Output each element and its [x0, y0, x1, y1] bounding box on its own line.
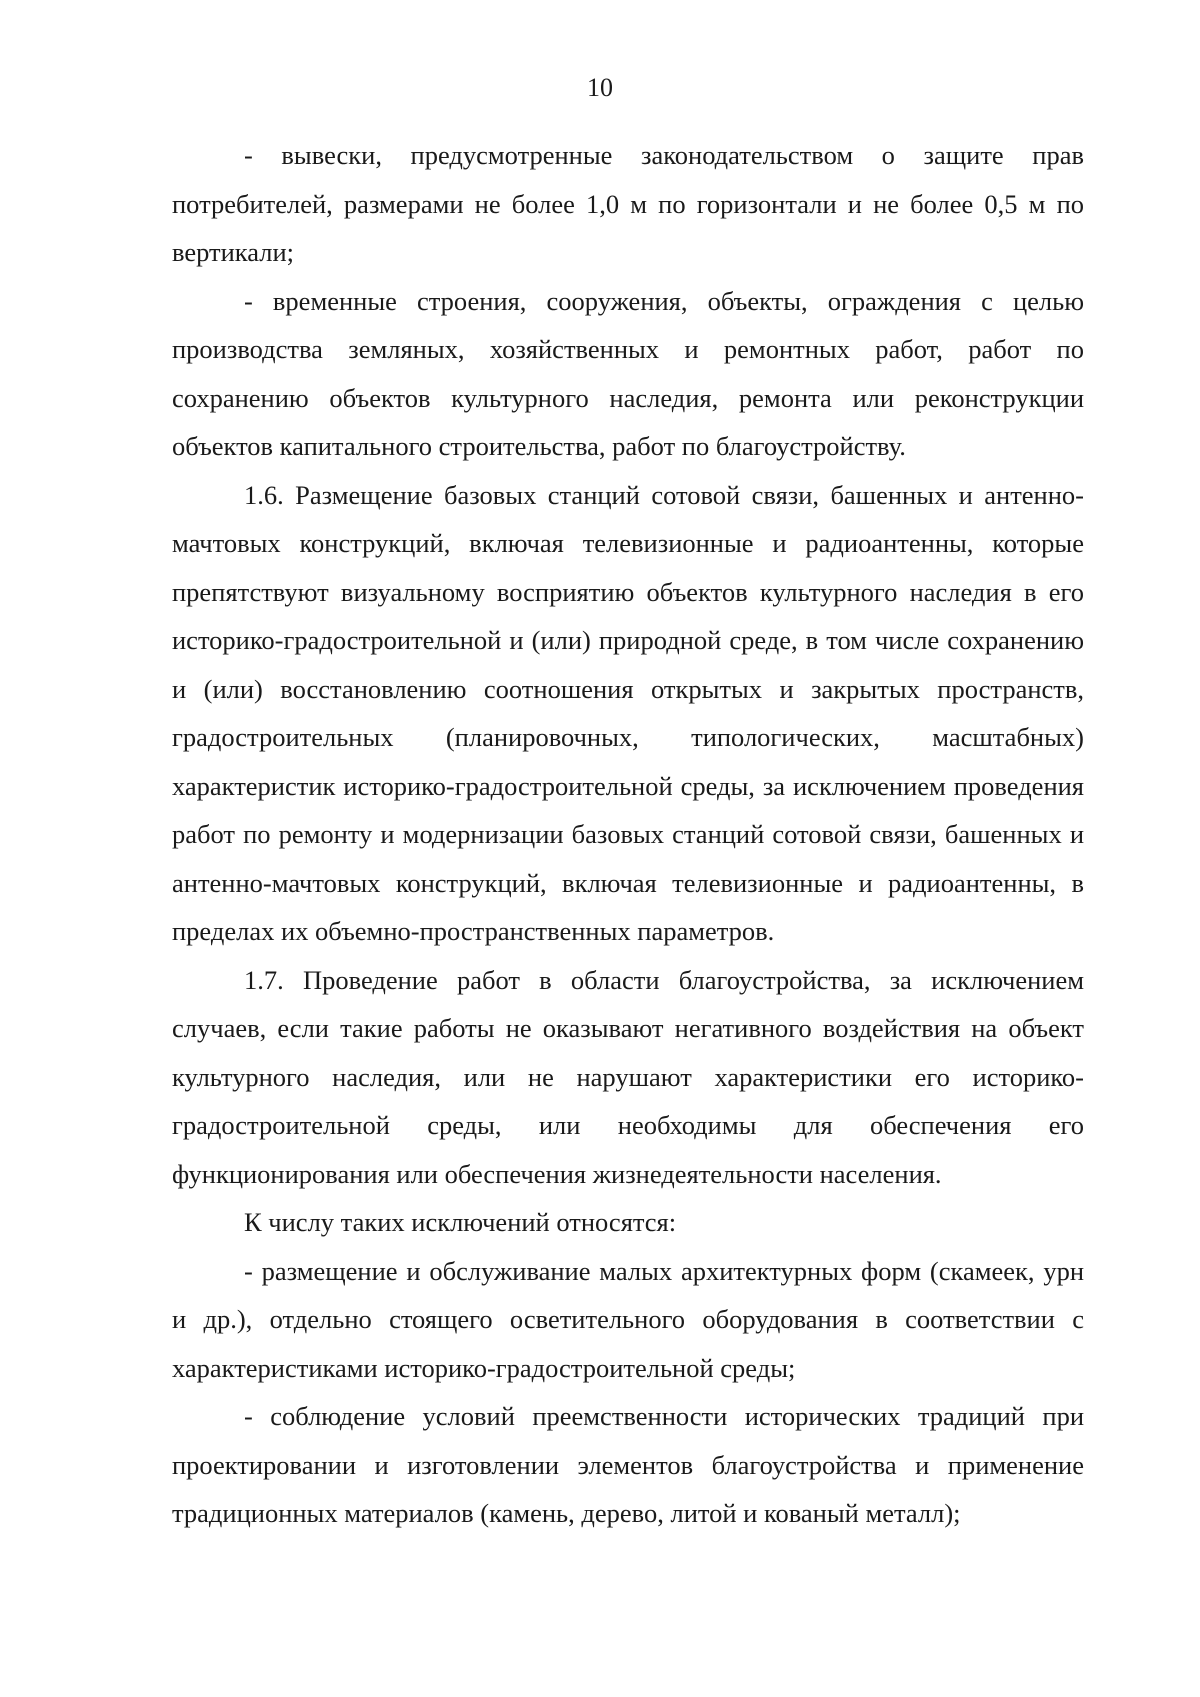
paragraph-exceptions-intro: К числу таких исключений относятся: — [244, 1207, 677, 1237]
paragraph-temporary-structures: - временные строения, сооружения, объекты, ограждения с целью производства земляных, хозяйственных и ремонтных работ, работ по сохранению объектов культурного наследия, ремонта или реконструкции объектов капитального строительства, работ по благоустройству. — [172, 285, 1084, 461]
paragraph-historical-traditions: - соблюдение условий преемственности исторических традиций при проектировании и изготовлении элементов благоустройства и применение традиционных материалов (камень, дерево, литой и кованый металл); — [172, 1401, 1084, 1528]
paragraph-1-7-landscaping: 1.7. Проведение работ в области благоустройства, за исключением случаев, если такие работы не оказывают негативного воздействия на объект культурного наследия, или не нарушают характеристики его историко-градостроительной среды, или необходимы для обеспечения его функционирования или обеспечения жизнедеятельности населения. — [172, 964, 1084, 1189]
paragraph-1-6-base-stations: 1.6. Размещение базовых станций сотовой связи, башенных и антенно-мачтовых конструкций, включая телевизионные и радиоантенны, которые препятствуют визуальному восприятию объектов культурного наследия в его историко-градостроительной и (или) природной среде, в том числе сохранению и (или) восстановлению соотношения открытых и закрытых пространств, градостроительных (планировочных, типологических, масштабных) характеристик историко-градостроительной среды, за исключением проведения работ по ремонту и модернизации базовых станций сотовой связи, башенных и антенно-мачтовых конструкций, включая телевизионные и радиоантенны, в пределах их объемно-пространственных параметров. — [172, 479, 1084, 946]
page-number: 10 — [587, 73, 613, 102]
paragraph-signboards: - вывески, предусмотренные законодательством о защите прав потребителей, размерами не более 1,0 м по горизонтали и не более 0,5 м по вертикали; — [172, 140, 1084, 267]
document-body — [172, 131, 1084, 1538]
paragraph-small-architectural-forms: - размещение и обслуживание малых архитектурных форм (скамеек, урн и др.), отдельно стоящего осветительного оборудования в соответствии с характеристиками историко-градостроительной среды; — [172, 1255, 1084, 1383]
